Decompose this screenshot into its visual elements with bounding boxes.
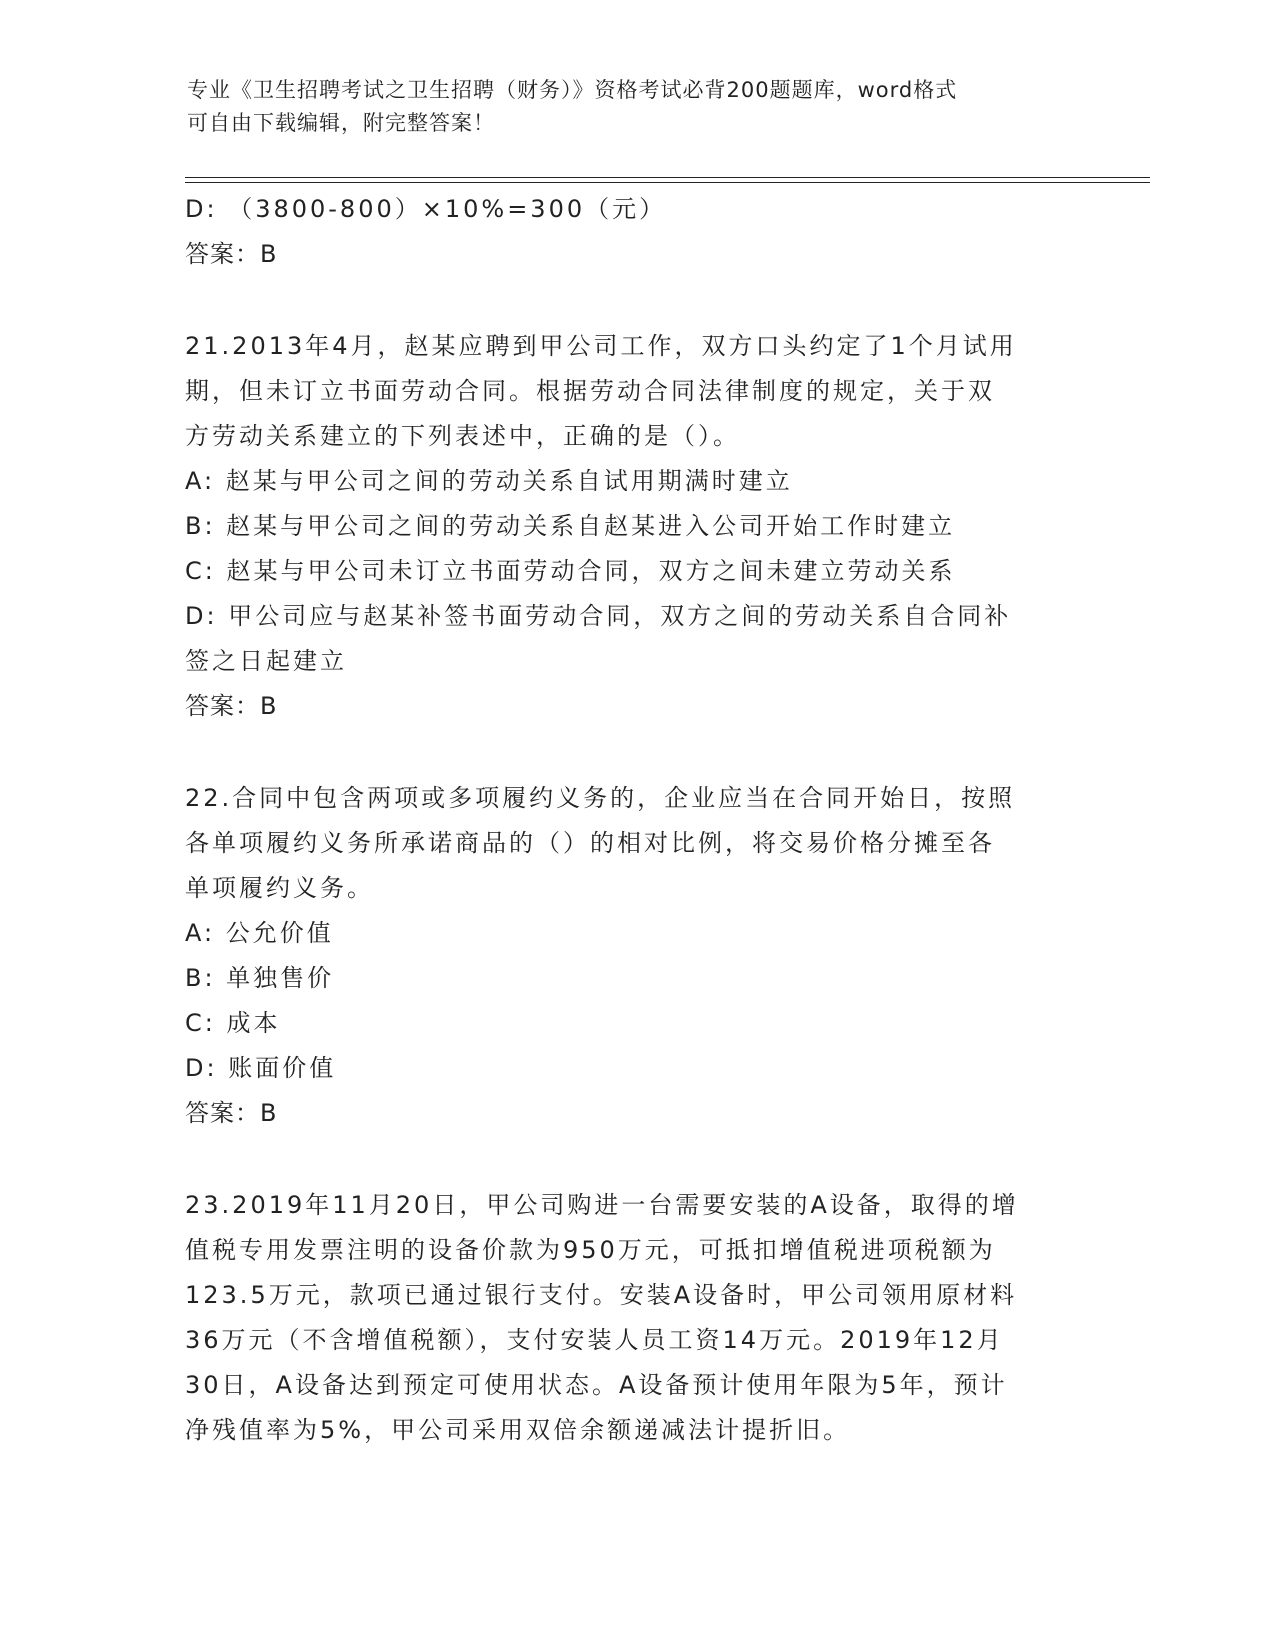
question-21	[185, 324, 1085, 729]
question-22-option-c: C: 成本	[185, 1009, 281, 1037]
header-rule-bottom	[185, 182, 1150, 183]
paragraph-gap	[185, 729, 1085, 776]
header-line-2: 可自由下载编辑，附完整答案！	[187, 111, 495, 135]
question-22-stem-line-2: 各单项履约义务所承诺商品的（）的相对比例，将交易价格分摊至各	[185, 829, 995, 857]
question-21-stem-line-3: 方劳动关系建立的下列表述中，正确的是（）。	[185, 422, 740, 450]
question-23-stem-line-3: 123.5万元，款项已通过银行支付。安装A设备时，甲公司领用原材料	[185, 1281, 1018, 1309]
question-21-option-d-line-2: 签之日起建立	[185, 647, 347, 675]
header-line-1: 专业《卫生招聘考试之卫生招聘（财务）》资格考试必背200题题库，word格式	[187, 78, 958, 102]
question-21-answer: 答案：B	[185, 692, 278, 720]
prev-answer: 答案：B	[185, 240, 278, 268]
question-22-option-d: D: 账面价值	[185, 1054, 337, 1082]
question-21-option-d-line-1: D: 甲公司应与赵某补签书面劳动合同，双方之间的劳动关系自合同补	[185, 602, 1012, 630]
question-23-stem-line-4: 36万元（不含增值税额），支付安装人员工资14万元。2019年12月	[185, 1326, 1004, 1354]
question-23-stem-line-6: 净残值率为5%，甲公司采用双倍余额递减法计提折旧。	[185, 1416, 851, 1444]
question-23	[185, 1183, 1085, 1453]
question-22-stem-line-3: 单项履约义务。	[185, 874, 374, 902]
question-22-option-b: B: 单独售价	[185, 964, 335, 992]
prev-option-d: D: （3800-800）×10%=300（元）	[185, 195, 667, 223]
question-21-option-c: C: 赵某与甲公司未订立书面劳动合同，双方之间未建立劳动关系	[185, 557, 956, 585]
question-21-option-b: B: 赵某与甲公司之间的劳动关系自赵某进入公司开始工作时建立	[185, 512, 956, 540]
question-22-stem-line-1: 22.合同中包含两项或多项履约义务的，企业应当在合同开始日，按照	[185, 784, 1016, 812]
question-23-stem-line-2: 值税专用发票注明的设备价款为950万元，可抵扣增值税进项税额为	[185, 1236, 996, 1264]
question-23-stem-line-1: 23.2019年11月20日，甲公司购进一台需要安装的A设备，取得的增	[185, 1191, 1019, 1219]
document-body	[185, 187, 1085, 1453]
question-22-answer: 答案：B	[185, 1099, 278, 1127]
question-22-option-a: A: 公允价值	[185, 919, 334, 947]
question-22	[185, 776, 1085, 1136]
header-rule-top	[185, 177, 1150, 178]
paragraph-gap	[185, 277, 1085, 324]
question-23-stem-line-5: 30日，A设备达到预定可使用状态。A设备预计使用年限为5年，预计	[185, 1371, 1008, 1399]
question-21-stem-line-2: 期，但未订立书面劳动合同。根据劳动合同法律制度的规定，关于双	[185, 377, 995, 405]
document-header	[187, 74, 1087, 140]
question-21-stem-line-1: 21.2013年4月，赵某应聘到甲公司工作，双方口头约定了1个月试用	[185, 332, 1017, 360]
paragraph-gap	[185, 1136, 1085, 1183]
question-21-option-a: A: 赵某与甲公司之间的劳动关系自试用期满时建立	[185, 467, 793, 495]
